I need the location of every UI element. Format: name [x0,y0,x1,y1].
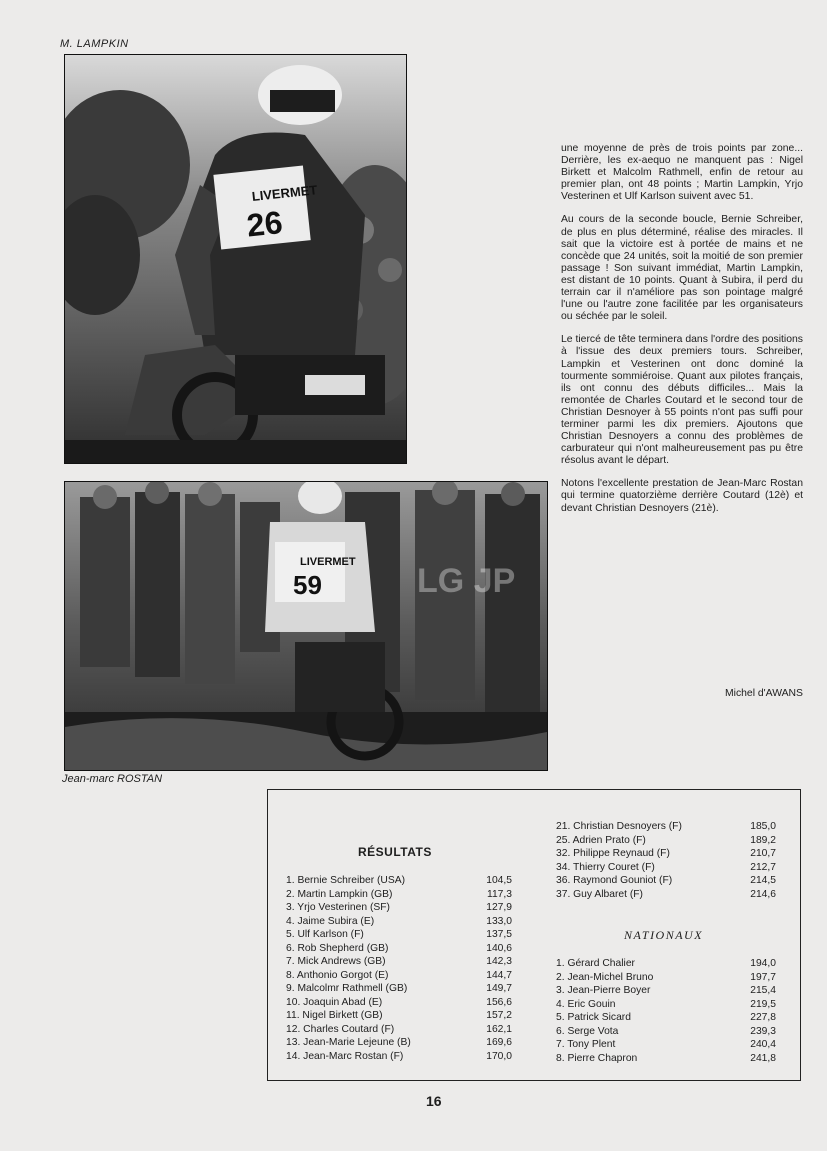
result-score: 144,7 [486,969,512,981]
result-score: 185,0 [750,821,776,832]
result-score: 140,6 [486,942,512,954]
result-name: 11. Nigel Birkett (GB) [286,1010,383,1021]
result-score: 210,7 [750,848,776,859]
result-row [556,888,776,902]
result-row [286,955,512,969]
result-name: 21. Christian Desnoyers (F) [556,821,682,832]
result-score: 170,0 [486,1050,512,1062]
result-name: 13. Jean-Marie Lejeune (B) [286,1037,411,1048]
result-name: 3. Jean-Pierre Boyer [556,985,651,996]
bib-sponsor-2: LIVERMET [300,556,356,568]
result-score: 197,7 [750,971,776,983]
result-name: 37. Guy Albaret (F) [556,888,643,900]
result-score: 194,0 [750,958,776,969]
result-name: 4. Eric Gouin [556,998,616,1010]
result-score: 240,4 [750,1039,776,1050]
photo-lampkin [64,54,407,464]
result-score: 214,6 [750,888,776,900]
result-score: 219,5 [750,998,776,1010]
result-score: 169,6 [486,1037,512,1048]
result-row [286,942,512,956]
result-row [286,915,512,929]
result-name: 2. Martin Lampkin (GB) [286,888,393,900]
results-box [267,789,801,1081]
nationaux-title: NATIONAUX [624,928,704,942]
watermark-logo: LG JP [417,562,516,600]
result-name: 8. Pierre Chapron [556,1052,638,1064]
result-row [556,1011,776,1025]
result-score: 239,3 [750,1025,776,1037]
result-name: 6. Rob Shepherd (GB) [286,942,389,954]
result-score: 214,5 [750,875,776,886]
result-row [556,957,776,971]
result-score: 133,0 [486,915,512,927]
result-row [556,820,776,834]
result-name: 1. Bernie Schreiber (USA) [286,875,406,886]
result-name: 32. Philippe Reynaud (F) [556,848,670,859]
result-name: 5. Ulf Karlson (F) [286,929,364,940]
result-row [556,984,776,998]
result-name: 7. Mick Andrews (GB) [286,956,386,967]
result-score: 137,5 [486,929,512,940]
photo-rostan [64,481,548,771]
bib-sponsor-1: LIVERMET [251,182,319,204]
result-row [286,928,512,942]
result-score: 227,8 [750,1012,776,1023]
result-score: 162,1 [486,1023,512,1035]
result-name: 4. Jaime Subira (E) [286,915,375,927]
results-title: RÉSULTATS [358,845,432,859]
result-name: 10. Joaquin Abad (E) [286,996,383,1008]
result-row [556,874,776,888]
result-row [556,1025,776,1039]
result-name: 1. Gérard Chalier [556,958,635,969]
result-name: 25. Adrien Prato (F) [556,834,646,846]
article-body [561,143,803,526]
result-score: 189,2 [750,834,776,846]
article-paragraph: Le tiercé de tête terminera dans l'ordre des positions à l'issue des deux premiers tours. Schreiber, Lampkin et Vesterinen ont donc dominé la tourmente sommiéroise. Quant aux pilotes français, ils ont connu des débuts difficiles... Mais la remontée de Charles Coutard et le second tour de Christian Desnoyer à 55 points n'ont pas suffi pour terminer parmi les dix premiers. Ajoutons que Christian Desnoyers a connu des problèmes de carburateur qui n'ont malheureusement pas pu être résolus avant le départ. [561,334,803,467]
result-row [556,834,776,848]
article-signature: Michel d'AWANS [724,688,803,699]
result-score: 157,2 [486,1010,512,1021]
result-row [556,971,776,985]
result-row [556,998,776,1012]
page-number: 16 [426,1093,442,1109]
result-name: 5. Patrick Sicard [556,1012,631,1023]
result-name: 34. Thierry Couret (F) [556,861,655,873]
result-score: 142,3 [486,956,512,967]
result-row [556,847,776,861]
result-row [286,888,512,902]
result-row [286,1023,512,1037]
result-row [556,1038,776,1052]
photo-caption-bottom: Jean-marc ROSTAN [62,773,163,785]
result-row [286,969,512,983]
results-main-list [286,874,512,1063]
result-name: 14. Jean-Marc Rostan (F) [286,1050,404,1062]
bib-number-2: 59 [293,570,322,600]
result-score: 104,5 [486,875,512,886]
result-score: 127,9 [486,902,512,913]
result-name: 8. Anthonio Gorgot (E) [286,969,389,981]
result-row [286,1050,512,1064]
bib-number-1: 26 [244,204,285,244]
result-name: 12. Charles Coutard (F) [286,1023,395,1035]
result-name: 6. Serge Vota [556,1025,619,1037]
result-name: 9. Malcolmr Rathmell (GB) [286,983,408,994]
result-row [556,861,776,875]
result-score: 149,7 [486,983,512,994]
result-row [286,901,512,915]
result-row [556,1052,776,1066]
result-score: 117,3 [486,888,512,900]
result-score: 241,8 [750,1052,776,1064]
article-paragraph: une moyenne de près de trois points par zone... Derrière, les ex-aequo ne manquent pas : Nigel Birkett et Malcolm Rathmell, enfin de retour au premier plan, ont 48 points ; Martin Lampkin, Yrjo Vesterinen et Ulf Karlson suivent avec 51. [561,143,803,203]
result-name: 2. Jean-Michel Bruno [556,971,654,983]
article-paragraph: Au cours de la seconde boucle, Bernie Schreiber, de plus en plus déterminé, réalise des miracles. Il sait que la victoire est à portée de mains et ne concède que 24 unités, soit la moitié de son premier passage ! Son suivant immédiat, Martin Lampkin, est distant de 10 points. Quant à Subira, il perd du terrain car il n'améliore pas son pointage malgré l'une ou l'autre zone facilitée par les organisateurs ou séchée par le soleil. [561,214,803,323]
result-row [286,874,512,888]
result-row [286,1036,512,1050]
result-row [286,996,512,1010]
result-score: 156,6 [486,996,512,1008]
result-score: 212,7 [750,861,776,873]
result-name: 3. Yrjo Vesterinen (SF) [286,902,390,913]
result-name: 36. Raymond Gouniot (F) [556,875,673,886]
result-name: 7. Tony Plent [556,1039,616,1050]
results-continued-list [556,820,776,901]
photo-caption-top: M. LAMPKIN [60,38,129,50]
article-paragraph: Notons l'excellente prestation de Jean-Marc Rostan qui termine quatorzième derrière Coutard (12è) et devant Christian Desnoyers (21è). [561,478,803,514]
nationaux-list [556,957,776,1065]
result-score: 215,4 [750,985,776,996]
result-row [286,982,512,996]
result-row [286,1009,512,1023]
